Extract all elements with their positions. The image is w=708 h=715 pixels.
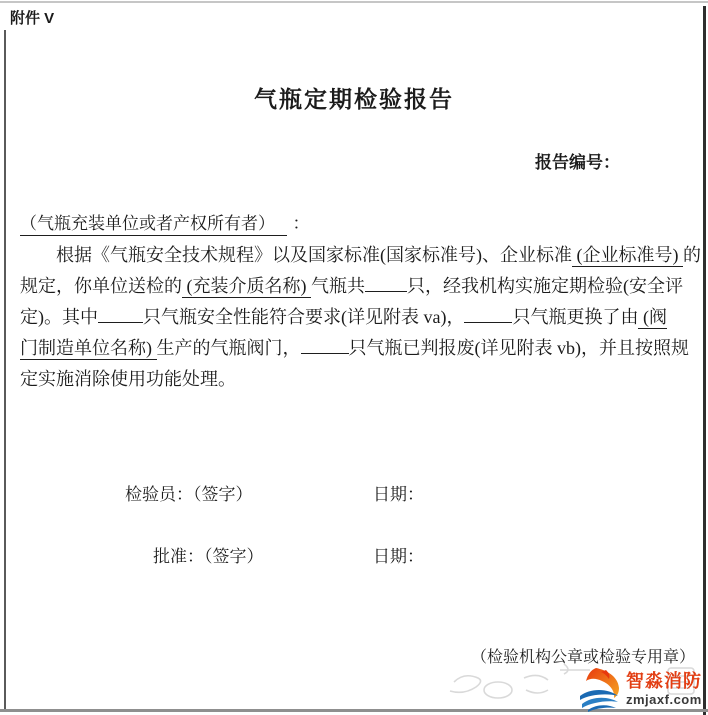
- zhimiao-logo-domain: zmjaxf.com: [626, 692, 702, 707]
- body-text: 只气瓶安全性能符合要求(详见附表 va)，: [143, 307, 465, 327]
- page-border-top: [0, 1, 708, 3]
- blank-fill-field: [301, 333, 349, 354]
- inspector-signature-label: 检验员：（签字）: [125, 485, 253, 504]
- body-text: 根据《气瓶安全技术规程》以及国家标准(国家标准号)、企业标准: [56, 245, 572, 265]
- body-text: 生产的气瓶阀门，: [156, 338, 301, 358]
- body-line: [20, 240, 701, 271]
- underlined-text: (阀: [638, 307, 667, 327]
- addressee-underlined: （气瓶充装单位或者产权所有者）: [20, 214, 287, 236]
- zhimiao-logo: [576, 666, 702, 712]
- underlined-text: (充装介质名称): [182, 276, 311, 296]
- inspector-signature-row: [0, 480, 708, 504]
- approver-signature-label: 批准：（签字）: [153, 547, 264, 566]
- body-line: [20, 333, 694, 364]
- attachment-label: 附件 V: [10, 10, 55, 27]
- addressee-colon: ：: [292, 214, 310, 233]
- body-text: 规定，你单位送检的: [20, 276, 182, 296]
- blank-fill-field: [365, 271, 407, 292]
- addressee-line: [20, 209, 310, 234]
- zhimiao-logo-name: 智淼消防: [626, 671, 702, 691]
- body-text: 的: [683, 245, 701, 265]
- blank-fill-field: [98, 302, 143, 323]
- page-border-left: [4, 30, 6, 712]
- underlined-text: (企业标准号): [572, 245, 683, 265]
- blank-fill-field: [464, 302, 512, 323]
- body-line: [20, 271, 694, 302]
- body-line: [20, 302, 694, 333]
- underlined-text: 门制造单位名称): [20, 338, 157, 358]
- body-text: 只气瓶已判报废(详见附表 vb)，并且按照规: [348, 338, 689, 358]
- document-title: 气瓶定期检验报告: [254, 86, 454, 112]
- report-number-label: 报告编号：: [535, 153, 620, 172]
- body-text: 定)。其中: [20, 307, 98, 327]
- body-text: 气瓶共: [311, 276, 365, 296]
- body-text: 定实施消除使用功能处理。: [20, 369, 236, 389]
- inspector-date-label: 日期：: [373, 485, 424, 504]
- body-text: 只气瓶更换了由: [512, 307, 639, 327]
- approver-signature-row: [0, 542, 708, 566]
- seal-note: （检验机构公章或检验专用章）: [470, 649, 695, 666]
- body-line: [20, 364, 694, 395]
- body-paragraph: [20, 240, 701, 395]
- body-text: 只，经我机构实施定期检验(安全评: [407, 276, 683, 296]
- zhimiao-logo-icon: [576, 666, 624, 712]
- zhimiao-logo-text-block: [626, 672, 702, 706]
- approver-date-label: 日期：: [373, 547, 424, 566]
